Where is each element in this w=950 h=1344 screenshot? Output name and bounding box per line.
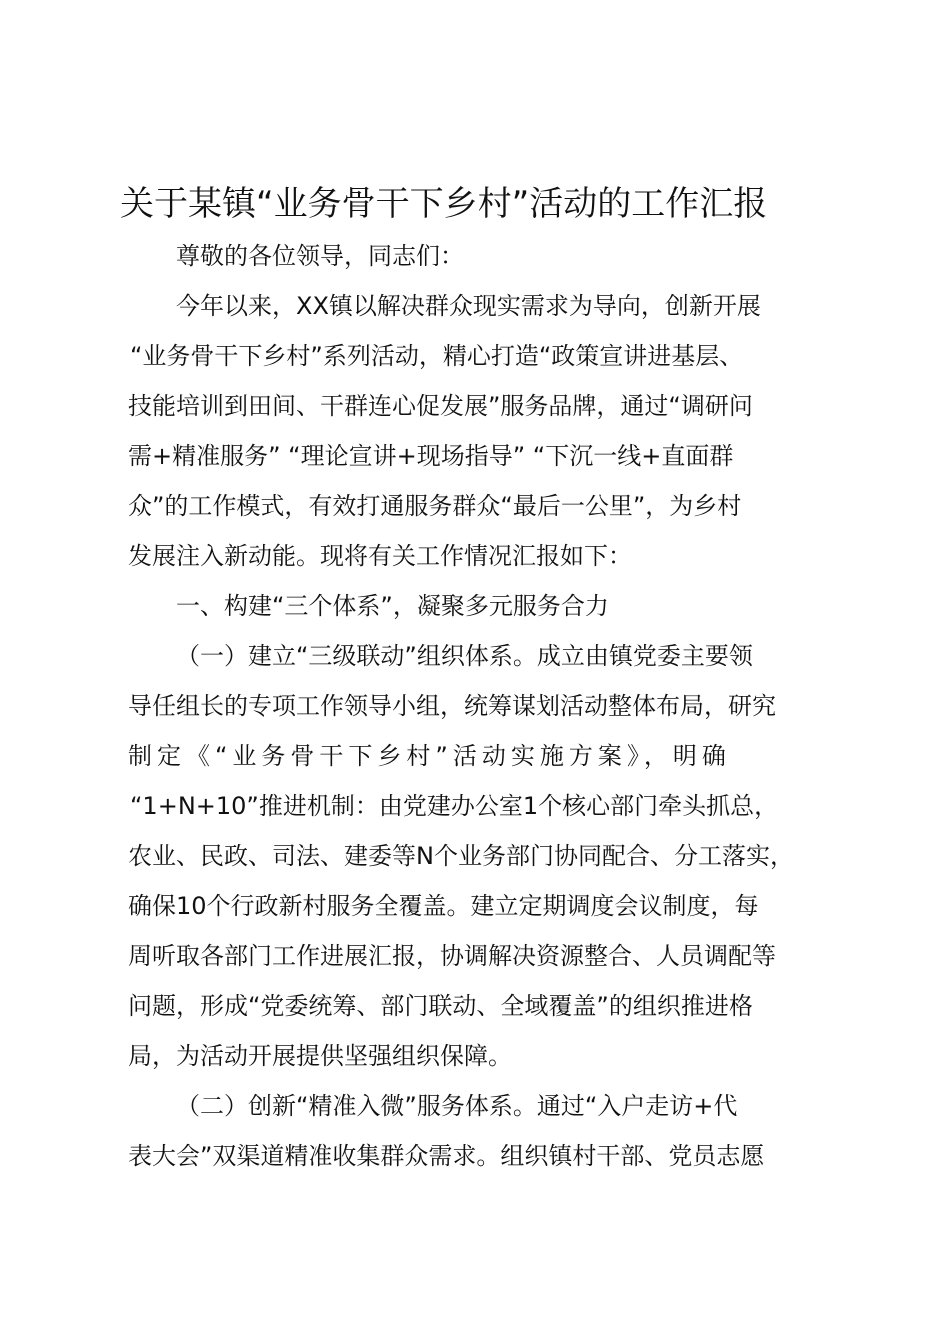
paragraph-line: 发展注入新动能。现将有关工作情况汇报如下： (128, 542, 632, 570)
paragraph-line: 众”的工作模式，有效打通服务群众“最后一公里”，为乡村 (128, 492, 742, 520)
paragraph-line: 问题，形成“党委统筹、部门联动、全域覆盖”的组织推进格 (128, 992, 753, 1020)
paragraph-line: 确保10个行政新村服务全覆盖。建立定期调度会议制度，每 (128, 892, 759, 920)
document-title: 关于某镇“业务骨干下乡村”活动的工作汇报 (120, 184, 768, 224)
paragraph-line: 导任组长的专项工作领导小组，统筹谋划活动整体布局，研究 (128, 692, 776, 720)
section-heading: 一、构建“三个体系”，凝聚多元服务合力 (176, 592, 609, 620)
paragraph-line: 表大会”双渠道精准收集群众需求。组织镇村干部、党员志愿 (128, 1142, 765, 1170)
paragraph-line: 农业、民政、司法、建委等N个业务部门协同配合、分工落实， (128, 842, 794, 870)
paragraph-line: 今年以来，XX镇以解决群众现实需求为导向，创新开展 (176, 292, 761, 320)
paragraph-line: 周听取各部门工作进展汇报，协调解决资源整合、人员调配等 (128, 942, 776, 970)
paragraph-line: “1+N+10”推进机制：由党建办公室1个核心部门牵头抓总， (130, 792, 779, 820)
paragraph-line: （一）建立“三级联动”组织体系。成立由镇党委主要领 (176, 642, 753, 670)
paragraph-line: 需+精准服务” “理论宣讲+现场指导” “下沉一线+直面群 (128, 442, 734, 470)
paragraph-line: 制定《“业务骨干下乡村”活动实施方案》，明确 (128, 742, 731, 770)
paragraph-line: “业务骨干下乡村”系列活动，精心打造“政策宣讲进基层、 (130, 342, 744, 370)
salutation: 尊敬的各位领导，同志们： (176, 242, 464, 270)
paragraph-line: 局，为活动开展提供坚强组织保障。 (128, 1042, 512, 1070)
paragraph-line: （二）创新“精准入微”服务体系。通过“入户走访+代 (176, 1092, 738, 1120)
paragraph-line: 技能培训到田间、干群连心促发展”服务品牌，通过“调研问 (128, 392, 753, 420)
